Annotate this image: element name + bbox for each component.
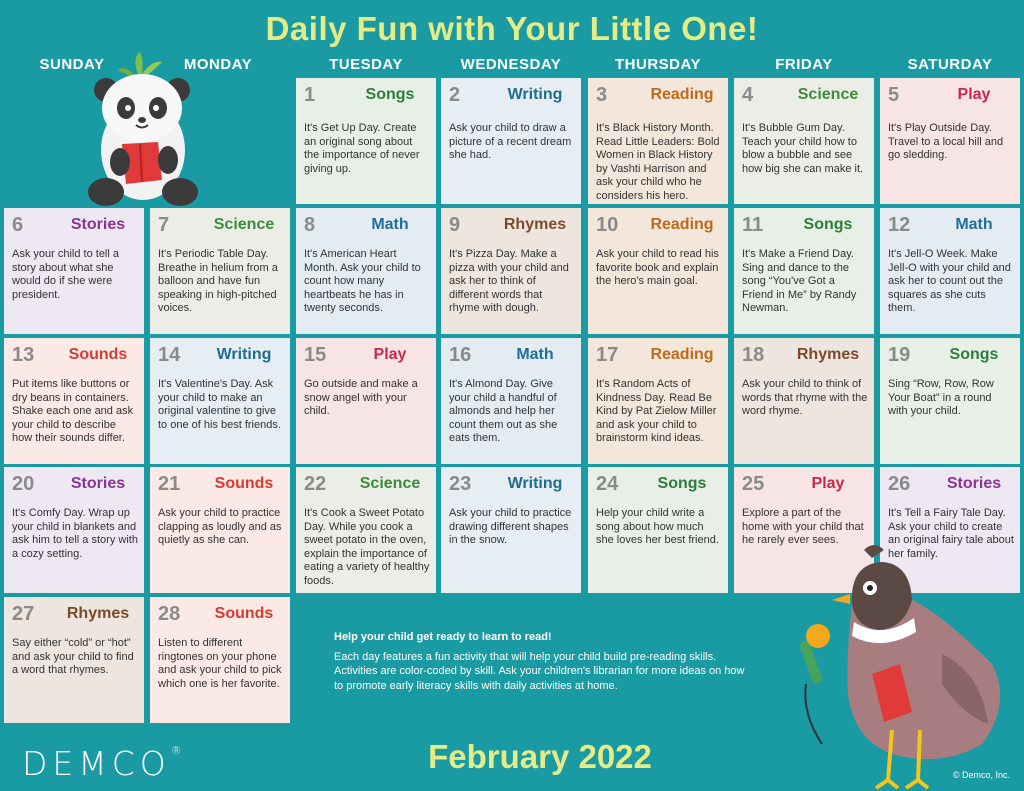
day-number: 12 xyxy=(888,214,911,236)
skill-label: Writing xyxy=(507,86,563,103)
weekday-wednesday: WEDNESDAY xyxy=(460,56,562,73)
skill-label: Sounds xyxy=(68,346,128,363)
demco-logo xyxy=(22,744,182,783)
activity-text: Listen to different ringtones on your phone and ask your child to pick which one is her favorite. xyxy=(158,637,282,690)
skill-label: Stories xyxy=(70,475,126,492)
activity-text: It's Valentine's Day. Ask your child to make an original valentine to give to one of his best friends. xyxy=(158,378,281,431)
activity-text: Ask your child to think of words that rhyme with the word rhyme. xyxy=(742,378,868,418)
skill-label: Reading xyxy=(650,346,714,363)
skill-label: Reading xyxy=(650,86,714,103)
skill-label: Songs xyxy=(803,216,853,233)
skill-label: Rhymes xyxy=(503,216,567,233)
activity-text: It's Get Up Day. Create an original song about the importance of never giving up. xyxy=(304,122,420,175)
day-cell-8 xyxy=(296,208,436,334)
day-number: 16 xyxy=(449,344,472,366)
day-cell-20 xyxy=(4,467,144,593)
day-number: 20 xyxy=(12,473,35,495)
skill-label: Science xyxy=(213,216,275,233)
day-cell-18 xyxy=(734,338,874,464)
skill-label: Play xyxy=(811,475,845,492)
logo-mark: ® xyxy=(170,744,182,757)
day-number: 13 xyxy=(12,344,35,366)
skill-label: Rhymes xyxy=(796,346,860,363)
day-number: 22 xyxy=(304,473,327,495)
day-number: 17 xyxy=(596,344,619,366)
activity-text: It's Play Outside Day. Travel to a local hill and go sledding. xyxy=(888,122,1004,162)
activity-text: It's Pizza Day. Make a pizza with your child and ask her to think of different words that rhyme with dough. xyxy=(449,248,569,315)
copyright: © Demco, Inc. xyxy=(952,770,1010,780)
skill-label: Play xyxy=(373,346,407,363)
activity-text: Explore a part of the home with your child that he rarely ever sees. xyxy=(742,507,864,547)
day-cell-27 xyxy=(4,597,144,723)
activity-text: Say either “cold” or “hot” and ask your child to find a word that rhymes. xyxy=(12,637,134,677)
day-cell-19 xyxy=(880,338,1020,464)
day-number: 26 xyxy=(888,473,911,495)
skill-label: Stories xyxy=(70,216,126,233)
activity-text: It's Black History Month. Read Little Leaders: Bold Women in Black History by Vashti Harrison and ask your child who he considers his hero. xyxy=(596,122,720,202)
activity-text: It's Periodic Table Day. Breathe in helium from a balloon and have fun speaking in high-pitched voices. xyxy=(158,248,278,315)
skill-label: Math xyxy=(371,216,409,233)
day-cell-12 xyxy=(880,208,1020,334)
skill-label: Sounds xyxy=(214,475,274,492)
activity-text: Sing “Row, Row, Row Your Boat” in a round with your child. xyxy=(888,378,994,418)
skill-label: Math xyxy=(955,216,993,233)
day-number: 21 xyxy=(158,473,181,495)
day-number: 28 xyxy=(158,603,181,625)
day-number: 1 xyxy=(304,84,316,106)
day-cell-21 xyxy=(150,467,290,593)
weekday-tuesday: TUESDAY xyxy=(329,56,403,73)
calendar-title: Daily Fun with Your Little One! xyxy=(265,10,759,47)
day-number: 11 xyxy=(742,214,764,236)
day-cell-10 xyxy=(588,208,728,334)
day-cell-17 xyxy=(588,338,728,464)
skill-label: Science xyxy=(797,86,859,103)
day-number: 3 xyxy=(596,84,608,106)
day-cell-11 xyxy=(734,208,874,334)
bird-illustration xyxy=(792,544,1022,790)
info-panel xyxy=(334,630,754,693)
day-number: 9 xyxy=(449,214,461,236)
activity-text: It's Jell-O Week. Make Jell-O with your child and ask her to count out the squares as she cuts them. xyxy=(888,248,1011,315)
activity-text: Go outside and make a snow angel with your child. xyxy=(304,378,418,418)
day-number: 6 xyxy=(12,214,24,236)
day-cell-13 xyxy=(4,338,144,464)
day-cell-24 xyxy=(588,467,728,593)
day-number: 4 xyxy=(742,84,754,106)
activity-text: Ask your child to tell a story about what she would do if she were president. xyxy=(12,248,119,301)
day-number: 5 xyxy=(888,84,900,106)
day-number: 2 xyxy=(449,84,461,106)
skill-label: Stories xyxy=(946,475,1002,492)
day-cell-2 xyxy=(441,78,581,204)
day-number: 14 xyxy=(158,344,181,366)
day-cell-28 xyxy=(150,597,290,723)
info-heading: Help your child get ready to learn to read! xyxy=(334,631,552,643)
activity-text: It's Random Acts of Kindness Day. Read Be Kind by Pat Zielow Miller and ask your child to brainstorm kind ideas. xyxy=(596,378,717,445)
panda-illustration xyxy=(88,52,198,212)
weekday-saturday: SATURDAY xyxy=(907,56,993,73)
day-number: 18 xyxy=(742,344,765,366)
activity-text: Put items like buttons or dry beans in containers. Shake each one and ask your child to describe how their sounds differ. xyxy=(12,378,134,445)
activity-text: Ask your child to draw a picture of a recent dream she had. xyxy=(449,122,572,162)
day-cell-5 xyxy=(880,78,1020,204)
skill-label: Songs xyxy=(657,475,707,492)
day-cell-22 xyxy=(296,467,436,593)
weekday-friday: FRIDAY xyxy=(775,56,833,73)
info-body: Each day features a fun activity that will help your child build pre-reading skills. Activities are color-coded by skill. Ask your children's librarian for more ideas on how to promote early literacy skills with daily activities at home. xyxy=(334,651,745,692)
weekday-thursday: THURSDAY xyxy=(615,56,701,73)
skill-label: Reading xyxy=(650,216,714,233)
activity-text: It's Almond Day. Give your child a handful of almonds and help her count them out as she eats them. xyxy=(449,378,558,445)
month-label: February 2022 xyxy=(428,738,652,775)
logo-text: DEMCO xyxy=(22,744,171,783)
day-cell-1 xyxy=(296,78,436,204)
day-number: 15 xyxy=(304,344,327,366)
weekday-sunday: SUNDAY xyxy=(39,56,105,73)
day-cell-16 xyxy=(441,338,581,464)
activity-text: It's Make a Friend Day. Sing and dance to the song “You've Got a Friend in Me” by Randy Newman. xyxy=(742,248,857,315)
skill-label: Sounds xyxy=(214,605,274,622)
skill-label: Science xyxy=(359,475,421,492)
day-number: 7 xyxy=(158,214,170,236)
day-cell-15 xyxy=(296,338,436,464)
activity-text: Ask your child to practice clapping as loudly and as quietly as she can. xyxy=(158,507,282,547)
day-number: 27 xyxy=(12,603,35,625)
activity-text: It's American Heart Month. Ask your child to count how many heartbeats he has in twenty seconds. xyxy=(304,248,421,315)
skill-label: Songs xyxy=(949,346,999,363)
activity-text: It's Tell a Fairy Tale Day. Ask your child to create an original fairy tale about her family. xyxy=(888,507,1014,560)
skill-label: Songs xyxy=(365,86,415,103)
skill-label: Play xyxy=(957,86,991,103)
day-number: 23 xyxy=(449,473,472,495)
skill-label: Math xyxy=(516,346,554,363)
activity-text: It's Bubble Gum Day. Teach your child how to blow a bubble and see how big she can make it. xyxy=(742,122,864,175)
day-number: 24 xyxy=(596,473,619,495)
activity-text: It's Cook a Sweet Potato Day. While you cook a sweet potato in the oven, explain the importance of eating a variety of healthy foods. xyxy=(304,507,430,587)
day-number: 25 xyxy=(742,473,765,495)
day-cell-9 xyxy=(441,208,581,334)
activity-text: Ask your child to read his favorite book and explain the hero's main goal. xyxy=(596,248,719,288)
day-cell-7 xyxy=(150,208,290,334)
day-cell-23 xyxy=(441,467,581,593)
activity-text: Ask your child to practice drawing different shapes in the snow. xyxy=(449,507,572,547)
day-number: 19 xyxy=(888,344,911,366)
day-number: 8 xyxy=(304,214,316,236)
day-number: 10 xyxy=(596,214,619,236)
weekday-monday: MONDAY xyxy=(183,56,253,73)
day-cell-3 xyxy=(588,78,728,204)
day-cell-6 xyxy=(4,208,144,334)
day-cell-4 xyxy=(734,78,874,204)
activity-text: It's Comfy Day. Wrap up your child in blankets and ask him to tell a story with a cozy setting. xyxy=(12,507,138,560)
activity-text: Help your child write a song about how much she loves her best friend. xyxy=(596,507,719,547)
skill-label: Writing xyxy=(507,475,563,492)
day-cell-14 xyxy=(150,338,290,464)
skill-label: Rhymes xyxy=(66,605,130,622)
skill-label: Writing xyxy=(216,346,272,363)
